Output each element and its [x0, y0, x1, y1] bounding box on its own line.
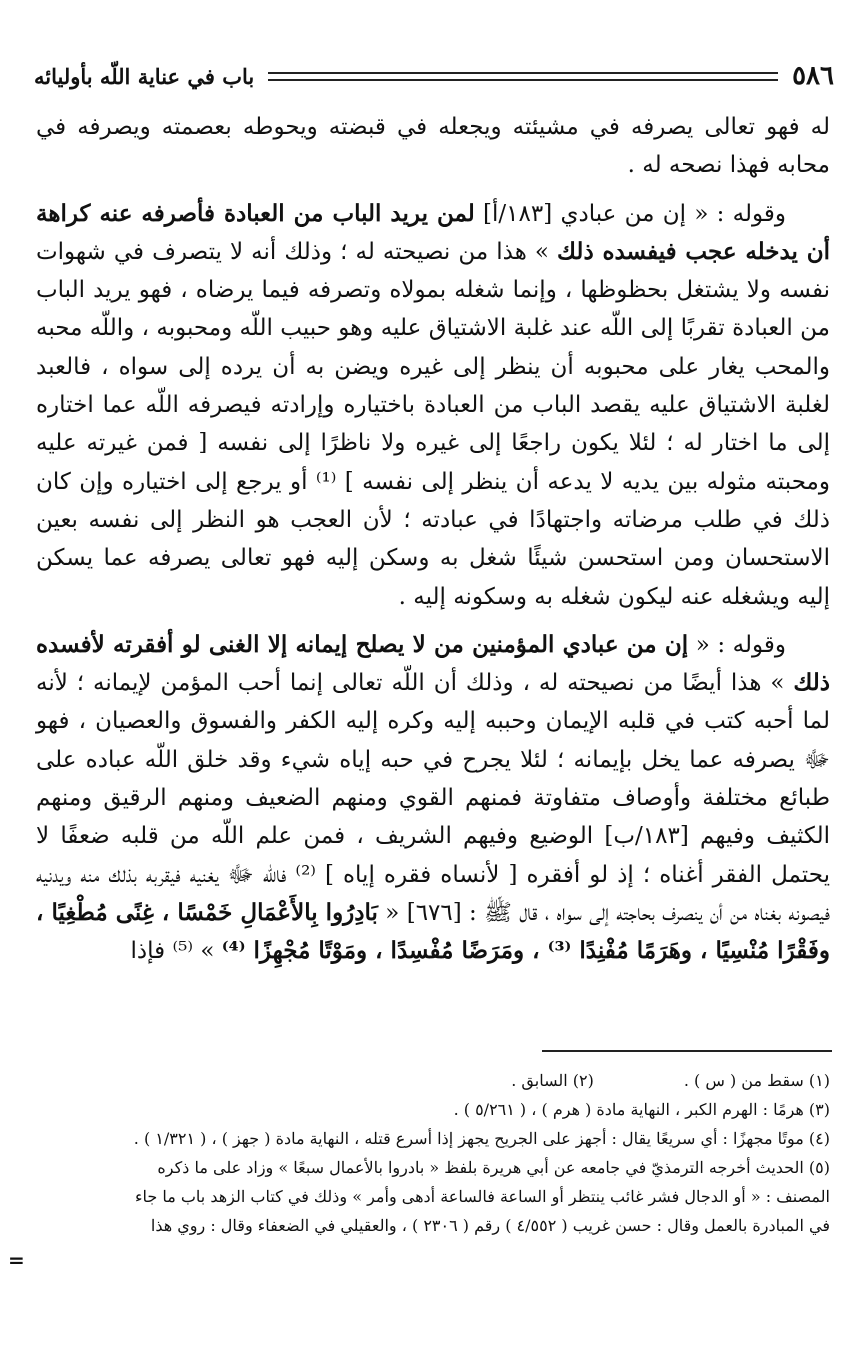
hadith-quote-2: إن من عبادي المؤمنين من لا يصلح إيمانه إلا الغنى لو أفقرته لأفسده ذلك — [36, 630, 831, 697]
paragraph-1: له فهو تعالى يصرفه في مشيئته ويجعله في قبضته ويحوطه بعصمته ويصرفه في محابه فهذا نصحه له . — [36, 114, 830, 179]
footnote-separator — [542, 1050, 832, 1052]
page-header — [34, 58, 834, 94]
paragraph-3 — [36, 626, 830, 971]
paragraph-3-intro: وقوله : « — [695, 631, 786, 658]
continuation-mark: = — [8, 1248, 25, 1272]
paragraph-3-end: » ⁽⁵⁾ فإذا — [130, 938, 215, 965]
hadith-quote-3: بَادِرُوا بِالأَعْمَالِ خَمْسًا ، غِنًى مُطْغِيًا ، وفَقْرًا مُنْسِيًا ، وهَرَمًا مُفْنِدًا ⁽³⁾ ، ومَرَضًا مُفْسِدًا ، ومَوْتًا مُجْهِزًا ⁽⁴⁾ — [36, 898, 830, 965]
footnote-5-line-2: المصنف : « أو الدجال فشر غائب ينتظر أو الساعة فالساعة أدهى وأمر » وذلك في كتاب الزهد باب ما جاء — [134, 1187, 830, 1206]
footnote-row-1 — [36, 1066, 830, 1095]
page-number: ٥٨٦ — [792, 61, 834, 91]
footnote-5-line-1: (٥) الحديث أخرجه الترمذيّ في جامعه عن أبي هريرة بلفظ « بادروا بالأعمال سبعًا » وزاد على ما ذكره — [157, 1158, 830, 1177]
footnote-1: (١) سقط من ( س ) . — [683, 1071, 830, 1090]
main-text — [36, 108, 830, 981]
footnote-4: (٤) موتًا مجهزًا : أي سريعًا يقال : أجهز على الجريح يجهز إذا أسرع قتله ، النهاية مادة ( جهز ) ، ( ١/٣٢١ ) . — [133, 1129, 830, 1148]
footnote-5-line-3: في المبادرة بالعمل وقال : حسن غريب ( ٤/٥٥٢ ) رقم ( ٢٣٠٦ ) ، والعقيلي في الضعفاء وقال : روي هذا — [150, 1216, 830, 1235]
hadith-quote-1: لمن يريد الباب من العبادة فأصرفه عنه كراهة أن يدخله عجب فيفسده ذلك — [36, 199, 830, 265]
header-rule — [268, 72, 778, 81]
paragraph-2-commentary: » هذا من نصيحته له ؛ وذلك أنه لا يتصرف في شهوات نفسه ولا يشتغل بحظوظها ، وإنما شغله بمولاه وتصرفه فيما يرضاه ، فهو يريد الباب من العبادة تقربًا إلى اللّه عند غلبة الاشتياق عليه وهو حبيب اللّه ومحبوبه ، واللّه محبه والمحب يغار على محبوبه أن ينظر إلى غيره ويضن به أن يرده إلى سواه ، فالعبد لغلبة الاشتياق عليه يقصد الباب من العبادة باختياره وإرادته فيصرفه اللّه عما اختاره إلى ما اختار له ؛ لئلا يكون راجعًا إلى غيره ولا ناظرًا إلى نفسه [ فمن غيرته عليه ومحبته مثوله بين يديه لا يدعه أن ينظر إلى نفسه ] ⁽¹⁾ أو يرجع إلى اختياره وإن كان ذلك في طلب مرضاته واجتهادًا في عبادته ؛ لأن العجب هو النظر إلى نفسه بعين الاستحسان ومن استحسن شيئًا شغل به وسكن إليه فهو تعالى يصرفه عما يسكن إليه ويشغله عنه ليكون شغله به وسكونه إليه . — [36, 238, 830, 610]
footnote-2: (٢) السابق . — [511, 1071, 594, 1090]
footnotes — [36, 1066, 830, 1240]
paragraph-3-commentary: » هذا أيضًا من نصيحته له ، وذلك أن اللّه تعالى إنما أحب المؤمن لإيمانه ؛ لأنه لما أحبه كتب في قلبه الإيمان وحببه إليه وكره إليه الكفر والفسوق والعصيان ، فهو ﷻ يصرفه عما يخل بإيمانه ؛ لئلا يجرح في حبه إياه شيء وقد خلق اللّه عباده على طبائع مختلفة وأوصاف متفاوتة فمنهم القوي ومنهم الضعيف ومنهم الرقيق ومنهم الكثيف وفيهم [١٨٣/ب] الوضيع وفيهم الشريف ، فمن علم اللّه من قلبه ضعفًا لا يحتمل الفقر أغناه ؛ إذ لو أفقره [ لأنساه فقره إياه ] ⁽²⁾ فاللّه ﷻ يغنيه فيقربه بذلك منه ويدنيه فيصونه بغناه من أن ينصرف بحاجته إلى سواه ، قال ﷺ : [٦٧٦] « — [36, 670, 831, 926]
paragraph-2-intro: وقوله : « إن من عبادي [١٨٣/أ] — [483, 200, 787, 227]
paragraph-2 — [36, 195, 830, 616]
running-title: باب في عناية اللّه بأوليائه — [34, 63, 255, 89]
footnote-3: (٣) هرمًا : الهرم الكبر ، النهاية مادة ( هرم ) ، ( ٥/٢٦١ ) . — [453, 1100, 830, 1119]
